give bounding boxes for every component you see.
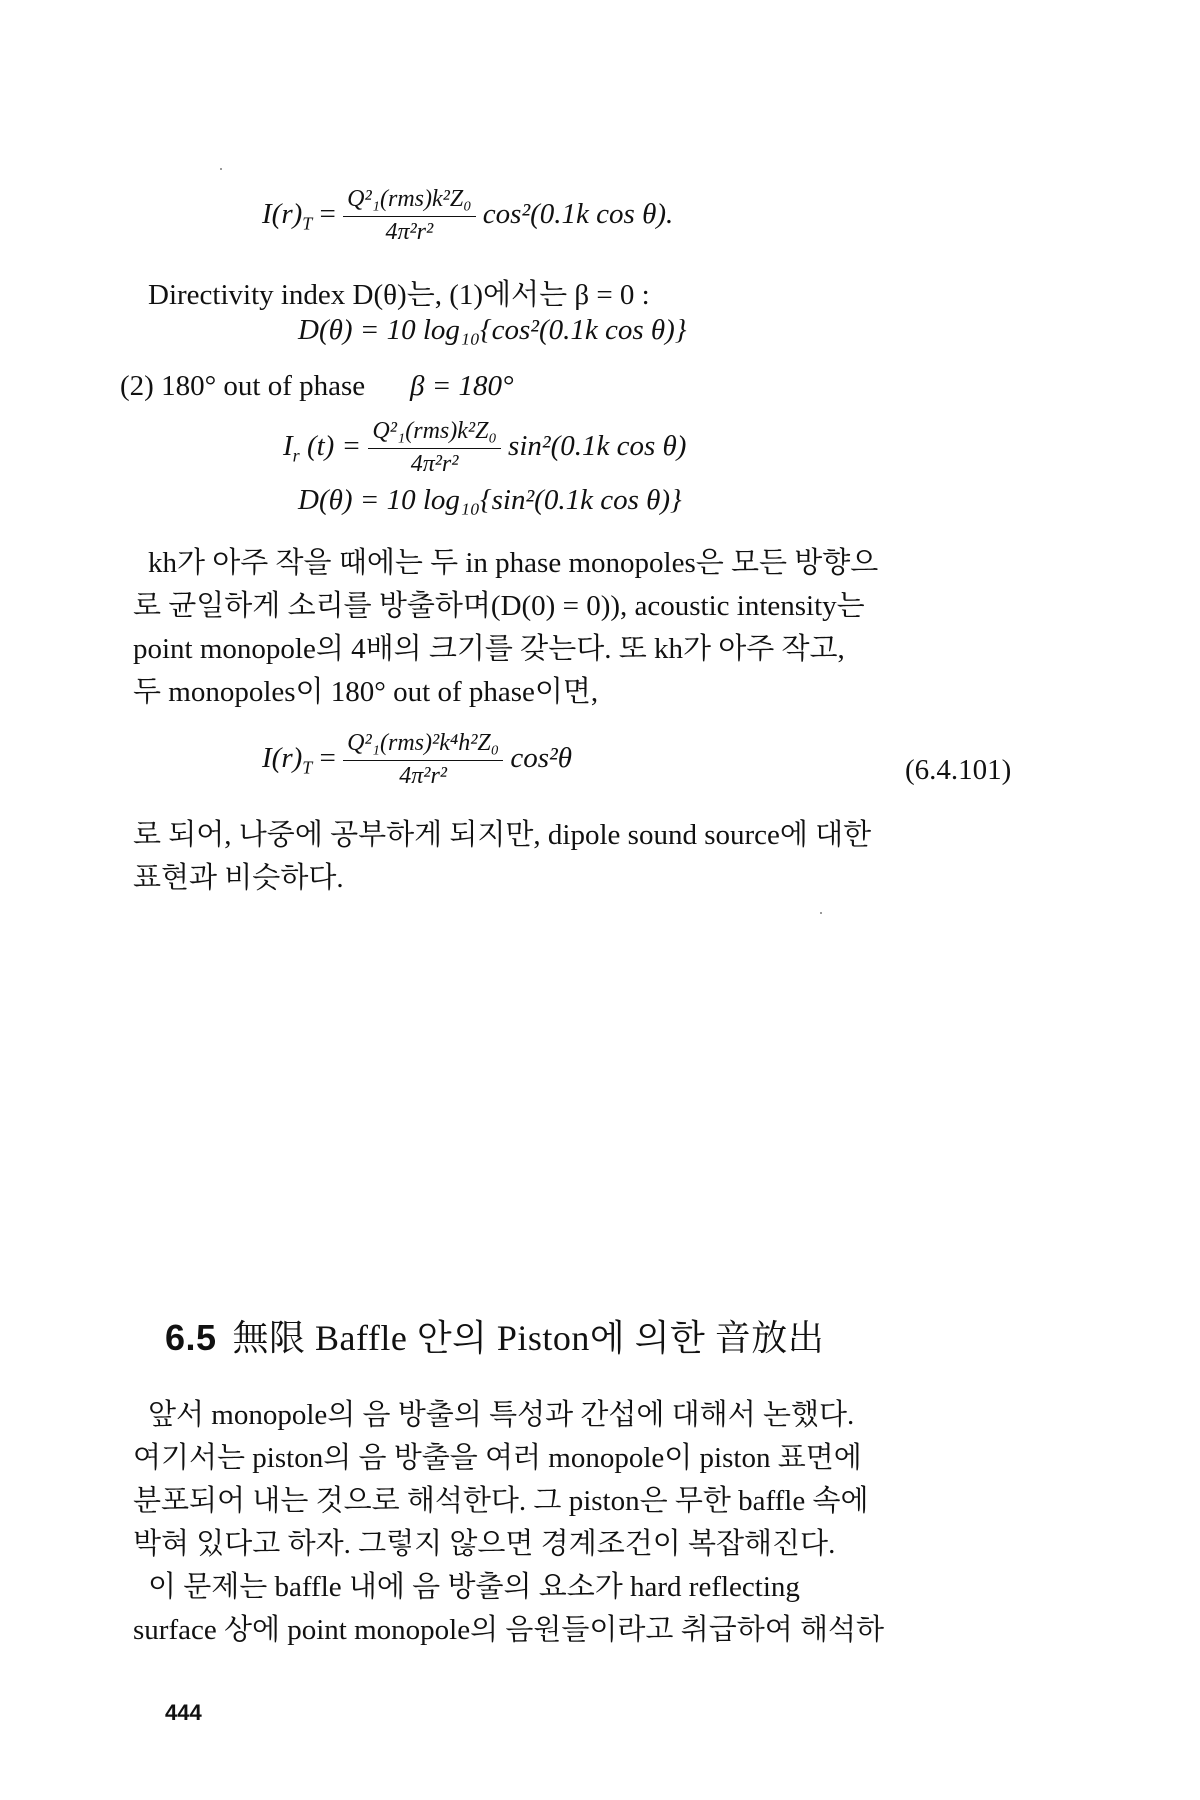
equation-intensity-out-of-phase: [283, 418, 686, 478]
para4-line: surface 상에 point monopole의 음원들이라고 취급하여 해석하: [133, 1614, 885, 1646]
eq1-fraction: [343, 186, 475, 246]
equation-directivity-sin: D(θ) = 10 log₁₀{sin²(0.1k cos θ)}: [298, 484, 682, 516]
section-title: 無限 Baffle 안의 Piston에 의한 音放出: [232, 1318, 825, 1358]
para2-line: 로 되어, 나중에 공부하게 되지만, dipole sound source에 대한: [133, 819, 872, 851]
eq5-denominator: 4π²r²: [399, 762, 447, 789]
eq3-trig: sin²(0.1k cos θ): [508, 429, 687, 462]
eq5-trig: cos²θ: [510, 741, 572, 774]
para1-line: kh가 아주 작을 때에는 두 in phase monopoles은 모든 방향으: [148, 547, 879, 579]
para3-line: 여기서는 piston의 음 방출을 여러 monopole이 piston 표면에: [133, 1442, 862, 1474]
equation-directivity-cos: D(θ) = 10 log₁₀{cos²(0.1k cos θ)}: [298, 314, 687, 346]
para1-line: 로 균일하게 소리를 방출하며(D(0) = 0)), acoustic intensity는: [133, 590, 865, 622]
equation-6-4-101: $I(r)_T$ = $\frac{\text{Q²₁(rms)²k⁴h²Z₀}}{\text{4π²r²}}$ cos²θ: [262, 730, 572, 789]
eq3-lhs-subscript: r: [292, 445, 300, 466]
eq5-fraction: [343, 730, 503, 790]
equation-number-tag: (6.4.101): [905, 754, 1012, 786]
eq3-lhs: I: [283, 429, 293, 462]
eq1-denominator: 4π²r²: [385, 218, 434, 245]
section-number: 6.5: [165, 1317, 217, 1358]
para3-line: 앞서 monopole의 음 방출의 특성과 간섭에 대해서 논했다.: [148, 1399, 855, 1431]
para3-line: 분포되어 내는 것으로 해석한다. 그 piston은 무한 baffle 속에: [133, 1485, 869, 1517]
case-2-beta: β = 180°: [410, 370, 514, 402]
para2-line: 표현과 비슷하다.: [133, 862, 344, 894]
eq1-numerator: Q²₁(rms)k²Z₀: [343, 186, 475, 217]
scan-speck: [820, 912, 822, 914]
para3-line: 박혀 있다고 하자. 그렇지 않으면 경계조건이 복잡해진다.: [133, 1528, 836, 1560]
eq3-fraction: [368, 418, 500, 478]
eq5-lhs: I(r): [262, 741, 303, 774]
eq1-lhs-subscript: T: [302, 213, 313, 234]
section-heading: [165, 1310, 824, 1361]
eq3-numerator: Q²₁(rms)k²Z₀: [368, 418, 500, 449]
para4-line: 이 문제는 baffle 내에 음 방출의 요소가 hard reflecting: [148, 1571, 800, 1603]
case-2-label: (2) 180° out of phase: [120, 370, 366, 402]
scan-speck: [220, 168, 222, 170]
eq3-lhs-rest: (t) =: [306, 429, 362, 462]
eq5-lhs-subscript: T: [302, 757, 313, 778]
equation-intensity-in-phase: $I(r)_T$ = $\frac{\text{Q²₁(rms)k²Z₀}}{\text{4π²r²}}$ cos²(0.1k cos θ).: [262, 186, 674, 245]
page-number: 444: [165, 1700, 202, 1725]
eq1-lhs: I(r): [262, 197, 303, 230]
para1-line: 두 monopoles이 180° out of phase이면,: [133, 676, 599, 708]
para1-line: point monopole의 4배의 크기를 갖는다. 또 kh가 아주 작고,: [133, 633, 845, 665]
directivity-intro: Directivity index D(θ)는, (1)에서는 β = 0 :: [148, 279, 650, 311]
eq5-numerator: Q²₁(rms)²k⁴h²Z₀: [343, 730, 503, 761]
eq1-trig: cos²(0.1k cos θ).: [482, 197, 674, 230]
eq3-denominator: 4π²r²: [410, 450, 459, 477]
